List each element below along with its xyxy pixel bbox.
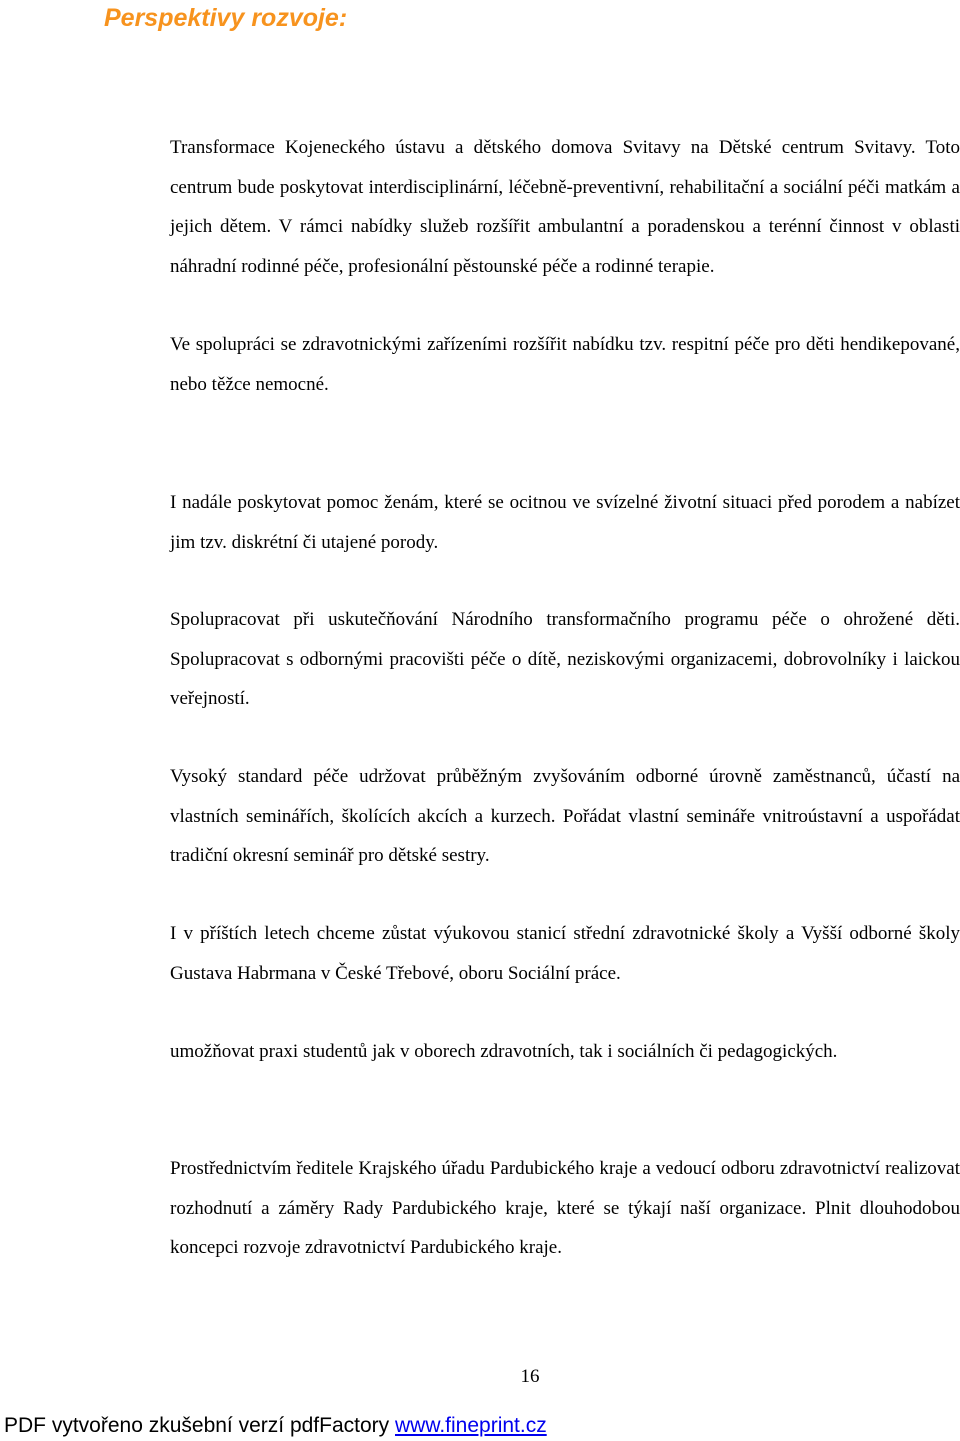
paragraph-help-for-women: I nadále poskytovat pomoc ženám, které se ocitnou ve svízelné životní situaci před porodem a nabízet jim tzv. diskrétní či utajené porody. bbox=[170, 492, 960, 553]
paragraph-standards: Vysoký standard péče udržovat průběžným zvyšováním odborné úrovně zaměstnanců, účastí na vlastních seminářích, školících akcích a kurzech. Pořádat vlastní semináře vnitroústavní a uspořádat tradiční okresní seminář pro dětské sestry. bbox=[170, 766, 960, 867]
page-number: 16 bbox=[520, 1366, 540, 1387]
page-heading: Perspektivy rozvoje: bbox=[104, 4, 348, 32]
footer-text: PDF vytvořeno zkušební verzí pdfFactory bbox=[4, 1414, 390, 1437]
paragraph-teaching-station: I v příštích letech chceme zůstat výukovou stanicí střední zdravotnické školy a Vyšší odborné školy Gustava Habrmana v České Třebové, oboru Sociální práce. bbox=[170, 923, 960, 984]
paragraph-cooperation: Spolupracovat při uskutečňování Národního transformačního programu péče o ohrožené děti. Spolupracovat s odbornými pracovišti péče o dítě, neziskovými organizacemi, dobrovolníky i laickou veřejností. bbox=[170, 609, 960, 710]
paragraph-student-practice: umožňovat praxi studentů jak v oborech zdravotních, tak i sociálních či pedagogických. bbox=[170, 1041, 838, 1062]
footer-link[interactable]: www.fineprint.cz bbox=[395, 1414, 547, 1437]
paragraph-respite-care: Ve spolupráci se zdravotnickými zařízeními rozšířit nabídku tzv. respitní péče pro děti hendikepované, nebo těžce nemocné. bbox=[170, 334, 960, 395]
paragraph-regional-office: Prostřednictvím ředitele Krajského úřadu Pardubického kraje a vedoucí odboru zdravotnictví realizovat rozhodnutí a záměry Rady Pardubického kraje, které se týkají naší organizace. Plnit dlouhodobou koncepci rozvoje zdravotnictví Pardubického kraje. bbox=[170, 1158, 960, 1259]
paragraph-transformation: Transformace Kojeneckého ústavu a dětského domova Svitavy na Dětské centrum Svitavy. Toto centrum bude poskytovat interdisciplinární, léčebně-preventivní, rehabilitační a sociální péči matkám a jejich dětem. V rámci nabídky služeb rozšířit ambulantní a poradenskou a terénní činnost v oblasti náhradní rodinné péče, profesionální pěstounské péče a rodinné terapie. bbox=[170, 137, 960, 277]
pdf-footer bbox=[4, 1412, 547, 1440]
